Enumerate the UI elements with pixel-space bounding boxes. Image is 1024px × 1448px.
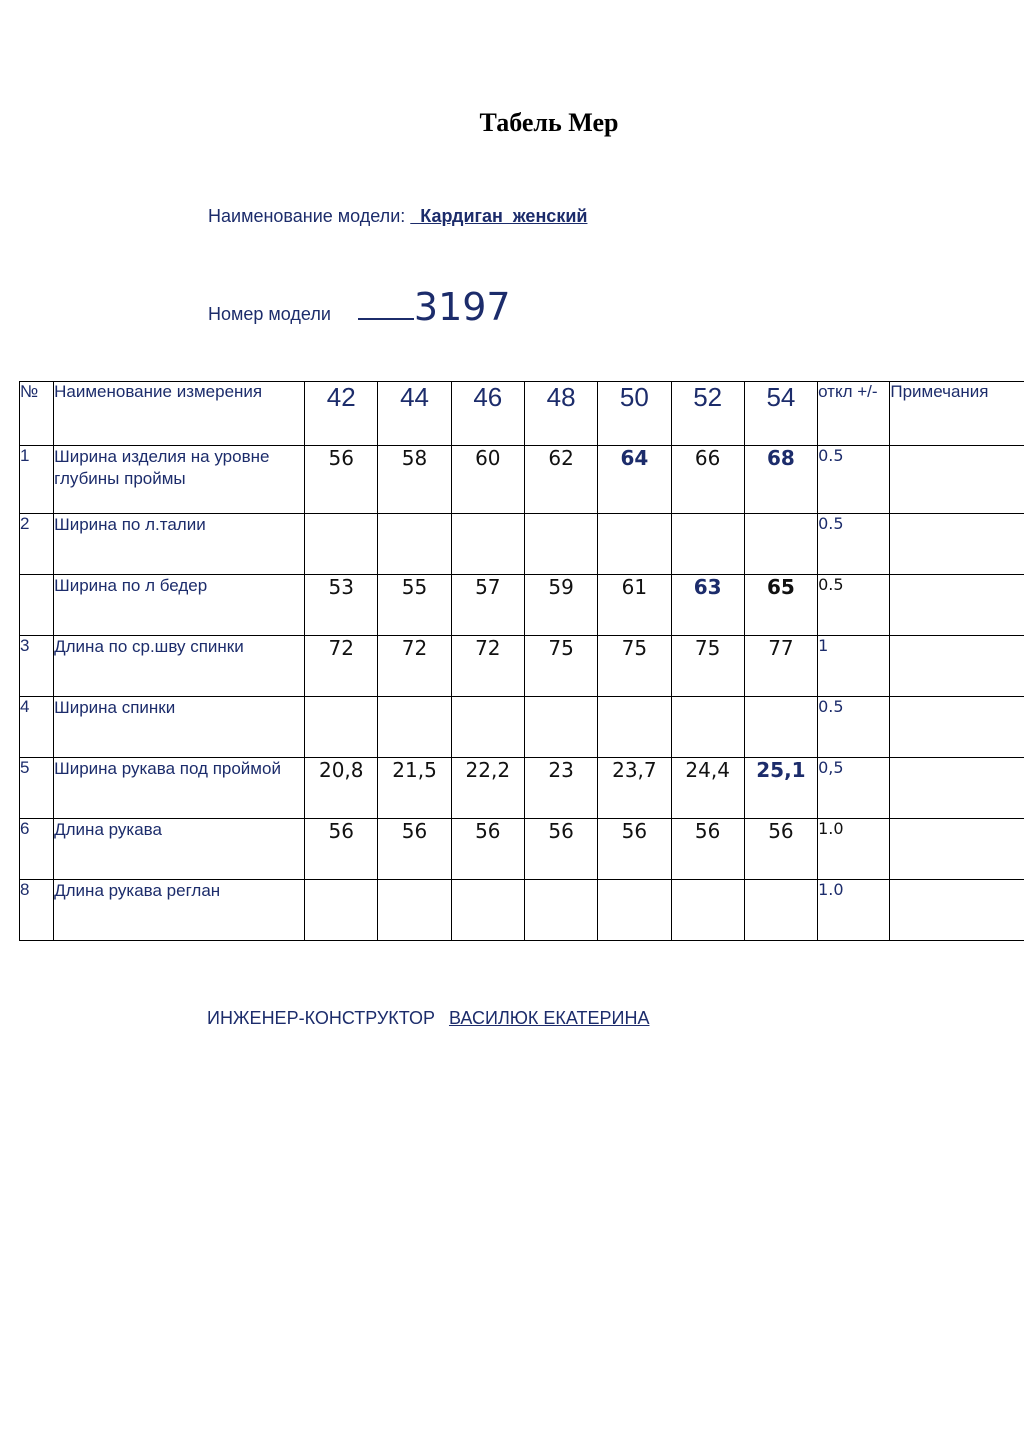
size-value: 20,8 [305,758,378,819]
measurement-name: Ширина спинки [54,697,305,758]
notes-cell [890,446,1024,514]
size-value: 61 [598,575,671,636]
size-value: 72 [451,636,524,697]
size-value: 63 [671,575,744,636]
model-number-row [208,285,511,329]
size-value [598,880,671,941]
notes-cell [890,575,1024,636]
size-value: 55 [378,575,451,636]
measurement-name: Длина рукава [54,819,305,880]
size-value: 56 [744,819,817,880]
measurement-name: Длина по ср.шву спинки [54,636,305,697]
size-value: 60 [451,446,524,514]
size-value: 59 [524,575,597,636]
size-value [671,697,744,758]
size-value: 72 [378,636,451,697]
header-size: 48 [524,382,597,446]
size-value: 56 [451,819,524,880]
table-row [20,758,1024,819]
size-value: 21,5 [378,758,451,819]
engineer-name: ВАСИЛЮК ЕКАТЕРИНА [448,1008,650,1028]
size-value: 56 [305,446,378,514]
size-value: 75 [598,636,671,697]
row-number: 6 [20,819,54,880]
measurement-name: Ширина рукава под проймой [54,758,305,819]
table-row [20,636,1024,697]
table-row [20,575,1024,636]
model-number-value: 3197 [413,285,511,329]
row-number: 2 [20,514,54,575]
model-name-row [208,206,587,227]
row-number: 1 [20,446,54,514]
row-number: 8 [20,880,54,941]
header-size: 42 [305,382,378,446]
size-value [451,514,524,575]
model-name-value: Кардиган женский [410,206,588,226]
header-measurement-name: Наименование измерения [54,382,305,446]
size-value: 77 [744,636,817,697]
size-value: 56 [305,819,378,880]
size-value: 25,1 [744,758,817,819]
size-value: 24,4 [671,758,744,819]
header-size: 52 [671,382,744,446]
size-value [744,697,817,758]
size-value [598,697,671,758]
size-value: 68 [744,446,817,514]
size-value: 57 [451,575,524,636]
size-value [378,697,451,758]
header-size: 44 [378,382,451,446]
size-value [305,514,378,575]
size-value: 22,2 [451,758,524,819]
size-value: 56 [378,819,451,880]
table-header-row [20,382,1024,446]
engineer-role: ИНЖЕНЕР-КОНСТРУКТОР [207,1008,435,1028]
size-value [524,880,597,941]
size-value: 75 [524,636,597,697]
model-name-label: Наименование модели: [208,206,406,226]
notes-cell [890,514,1024,575]
size-value: 65 [744,575,817,636]
notes-cell [890,697,1024,758]
size-value [671,880,744,941]
size-value: 23,7 [598,758,671,819]
size-value [378,514,451,575]
tolerance-value: 0.5 [818,446,890,514]
notes-cell [890,636,1024,697]
measurement-name: Ширина по л.талии [54,514,305,575]
size-value: 75 [671,636,744,697]
size-value: 62 [524,446,597,514]
tolerance-value: 0.5 [818,514,890,575]
page-title: Табель Мер [479,108,619,137]
size-value [744,514,817,575]
header-size: 54 [744,382,817,446]
size-value: 56 [598,819,671,880]
size-value: 72 [305,636,378,697]
size-value: 56 [671,819,744,880]
measurement-name: Длина рукава реглан [54,880,305,941]
header-tolerance: откл +/- [818,382,890,446]
size-value [524,514,597,575]
header-size: 50 [598,382,671,446]
size-value: 64 [598,446,671,514]
measurement-name: Ширина по л бедер [54,575,305,636]
row-number: 4 [20,697,54,758]
table-row [20,880,1024,941]
notes-cell [890,758,1024,819]
size-value: 56 [524,819,597,880]
size-value [671,514,744,575]
size-value [305,697,378,758]
size-value [744,880,817,941]
row-number: 3 [20,636,54,697]
row-number [20,575,54,636]
size-value [598,514,671,575]
table-row [20,446,1024,514]
table-row [20,514,1024,575]
tolerance-value: 1.0 [818,819,890,880]
size-value: 66 [671,446,744,514]
header-notes: Примечания [890,382,1024,446]
tolerance-value: 1.0 [818,880,890,941]
size-value [451,697,524,758]
size-value [378,880,451,941]
size-value [451,880,524,941]
table-row [20,697,1024,758]
model-number-label: Номер модели [208,304,331,324]
measurement-name: Ширина изделия на уровне глубины проймы [54,446,305,514]
model-number-underline [358,317,414,320]
size-value [305,880,378,941]
measurement-table [19,381,1024,941]
row-number: 5 [20,758,54,819]
size-value: 53 [305,575,378,636]
size-value: 23 [524,758,597,819]
table-row [20,819,1024,880]
notes-cell [890,880,1024,941]
footer-signature [207,1008,649,1029]
notes-cell [890,819,1024,880]
size-value: 58 [378,446,451,514]
header-number: № [20,382,54,446]
tolerance-value: 1 [818,636,890,697]
size-value [524,697,597,758]
tolerance-value: 0.5 [818,575,890,636]
header-size: 46 [451,382,524,446]
tolerance-value: 0.5 [818,697,890,758]
tolerance-value: 0,5 [818,758,890,819]
